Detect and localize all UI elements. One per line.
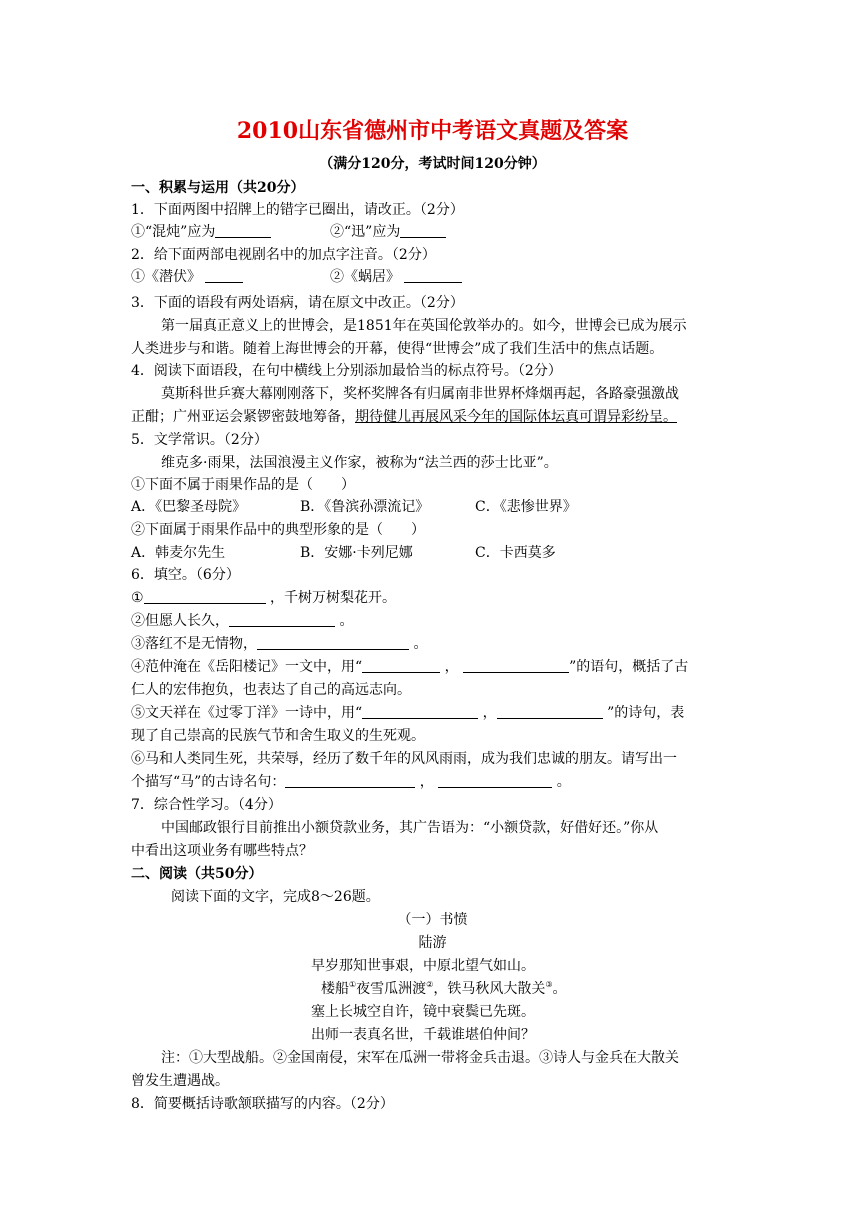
question-3: 3．下面的语段有两处语病，请在原文中改正。（2分）	[131, 295, 464, 311]
q6-f-prompt: 个描写“马”的古诗名句：	[131, 774, 286, 790]
question-5: 5．文学常识。（2分）	[131, 432, 268, 448]
q4-passage-2-line	[131, 408, 677, 426]
q6-line-b	[131, 612, 353, 630]
q5-sub-2-option-c: C．卡西莫多	[475, 545, 556, 561]
q2-part-b: ②《蜗居》	[330, 269, 400, 285]
question-4: 4．阅读下面语段，在句中横线上分别添加最恰当的标点符号。（2分）	[131, 363, 562, 379]
q5-sub-2: ②下面属于雨果作品中的典型形象的是（ ）	[131, 522, 425, 538]
q6-blank-f1[interactable]	[285, 773, 415, 788]
q6-a-text: ，千树万树梨花开。	[270, 590, 397, 606]
q6-d-comma: ，	[444, 659, 459, 675]
q6-e-text: ⑤文天祥在《过零丁洋》一诗中，用“	[131, 705, 363, 721]
q2-blank-a[interactable]	[205, 268, 243, 283]
q6-c-text: ③落红不是无情物，	[131, 636, 257, 652]
question-8: 8．简要概括诗歌颔联描写的内容。（2分）	[131, 1096, 394, 1112]
q5-sub-1: ①下面不属于雨果作品的是（ ）	[131, 477, 355, 493]
poem-note-1: 注：①大型战船。②金国南侵，宋军在瓜洲一带将金兵击退。③诗人与金兵在大散关	[161, 1050, 679, 1066]
q5-sub-1-option-a: A．《巴黎圣母院》	[131, 499, 247, 515]
poem-line-1: 早岁那知世事艰，中原北望气如山。	[311, 958, 535, 974]
q6-d-text: ④范仲淹在《岳阳楼记》一文中，用“	[131, 659, 363, 675]
q1-blank-b[interactable]	[400, 223, 446, 238]
poem-line-3: 塞上长城空自许，镜中衰鬓已先斑。	[311, 1004, 535, 1020]
q6-f-comma: ，	[419, 774, 434, 790]
q2-part-a: ①《潜伏》	[131, 269, 201, 285]
q5-sub-1-option-c: C．《悲惨世界》	[475, 499, 577, 515]
question-6: 6．填空。（6分）	[131, 567, 240, 583]
q6-line-d	[131, 658, 688, 676]
q2-part-b-line	[330, 268, 462, 286]
note-mark-1: ①	[349, 980, 357, 989]
q6-blank-b[interactable]	[229, 612, 335, 627]
q1-part-b-line	[330, 223, 446, 241]
poem-line-2a: 楼船	[321, 981, 349, 997]
question-1: 1．下面两图中招牌上的错字已圈出，请改正。（2分）	[131, 202, 464, 218]
q5-intro: 维克多·雨果，法国浪漫主义作家，被称为“法兰西的莎士比亚”。	[161, 455, 558, 471]
q1-blank-a[interactable]	[215, 223, 271, 238]
q6-b-text: ②但愿人长久，	[131, 613, 229, 629]
q2-part-a-line	[131, 268, 243, 286]
q6-f-text: ⑥马和人类同生死，共荣辱，经历了数千年的风风雨雨，成为我们忠诚的朋友。请写出一	[131, 751, 677, 767]
q6-e-text-2: ”的诗句，表	[607, 705, 685, 721]
poem-line-2	[321, 980, 567, 998]
q6-blank-d2[interactable]	[463, 658, 569, 673]
q6-blank-f2[interactable]	[438, 773, 552, 788]
q5-sub-1-option-b: B．《鲁滨孙漂流记》	[300, 499, 430, 515]
doc-title: 2010山东省德州市中考语文真题及答案	[236, 118, 629, 144]
q7-passage-1: 中国邮政银行目前推出小额贷款业务，其广告语为：“小额贷款，好借好还。”你从	[161, 820, 659, 836]
q6-line-c	[131, 635, 427, 653]
note-mark-2: ②	[426, 980, 434, 989]
q6-line-e	[131, 704, 684, 722]
q6-c-end: 。	[413, 636, 428, 652]
q6-b-end: 。	[339, 613, 354, 629]
q6-line-f	[131, 773, 571, 791]
poem-line-4: 出师一表真名世，千载谁堪伯仲间？	[311, 1027, 535, 1043]
poem-note-2: 曾发生遭遇战。	[131, 1073, 229, 1089]
poem-line-2c: ，铁马秋风大散关	[433, 981, 546, 997]
q6-a-num: ①	[131, 590, 144, 606]
q6-f-end: 。	[556, 774, 571, 790]
doc-subtitle: （满分120分，考试时间120分钟）	[319, 156, 546, 172]
q4-passage-1: 莫斯科世乒赛大幕刚刚落下，奖杯奖牌各有归属南非世界杯烽烟再起，各路豪强激战	[161, 386, 679, 402]
q4-passage-2a: 正酣；广州亚运会紧锣密鼓地筹备，	[131, 409, 355, 425]
q6-blank-d1[interactable]	[362, 658, 440, 673]
poem-title: （一）书愤	[397, 912, 468, 928]
question-7: 7．综合性学习。（4分）	[131, 797, 282, 813]
q6-line-a	[131, 589, 396, 607]
poem-author: 陆游	[418, 935, 447, 951]
q3-passage-1: 第一届真正意义上的世博会，是1851年在英国伦敦举办的。如今，世博会已成为展示	[161, 318, 687, 334]
q6-blank-c[interactable]	[257, 635, 409, 650]
question-2: 2．给下面两部电视剧名中的加点字注音。（2分）	[131, 247, 436, 263]
q6-blank-e2[interactable]	[497, 704, 603, 719]
section-1-heading: 一、积累与运用（共20分）	[131, 180, 305, 196]
q3-passage-2: 人类进步与和谐。随着上海世博会的开幕，使得“世博会”成了我们生活中的焦点话题。	[131, 341, 664, 357]
note-mark-3: ③	[545, 980, 553, 989]
section-2-heading: 二、阅读（共50分）	[131, 866, 263, 882]
q5-sub-2-option-b: B．安娜·卡列尼娜	[300, 545, 413, 561]
q7-passage-2: 中看出这项业务有哪些特点？	[131, 843, 313, 859]
question-1-answers	[131, 223, 271, 241]
q5-sub-2-option-a: A．韩麦尔先生	[131, 545, 226, 561]
q6-blank-e1[interactable]	[362, 704, 478, 719]
q6-blank-a[interactable]	[144, 589, 266, 604]
q6-d-text-2: ”的语句，概括了古	[569, 659, 689, 675]
q4-passage-2b: 期待健儿再展风采今年的国际体坛真可谓异彩纷呈。	[355, 409, 677, 425]
q1-part-a: ①“混炖”应为	[131, 224, 216, 240]
poem-line-2d: 。	[552, 981, 567, 997]
q6-e-comma: ，	[482, 705, 497, 721]
reading-intro: 阅读下面的文字，完成8～26题。	[171, 889, 380, 905]
q6-d-continued: 仁人的宏伟抱负，也表达了自己的高远志向。	[131, 682, 411, 698]
q1-part-b: ②“迅”应为	[330, 224, 401, 240]
q2-blank-b[interactable]	[404, 268, 462, 283]
q6-e-continued: 现了自己崇高的民族气节和舍生取义的生死观。	[131, 728, 425, 744]
poem-line-2b: 夜雪瓜洲渡	[356, 981, 427, 997]
